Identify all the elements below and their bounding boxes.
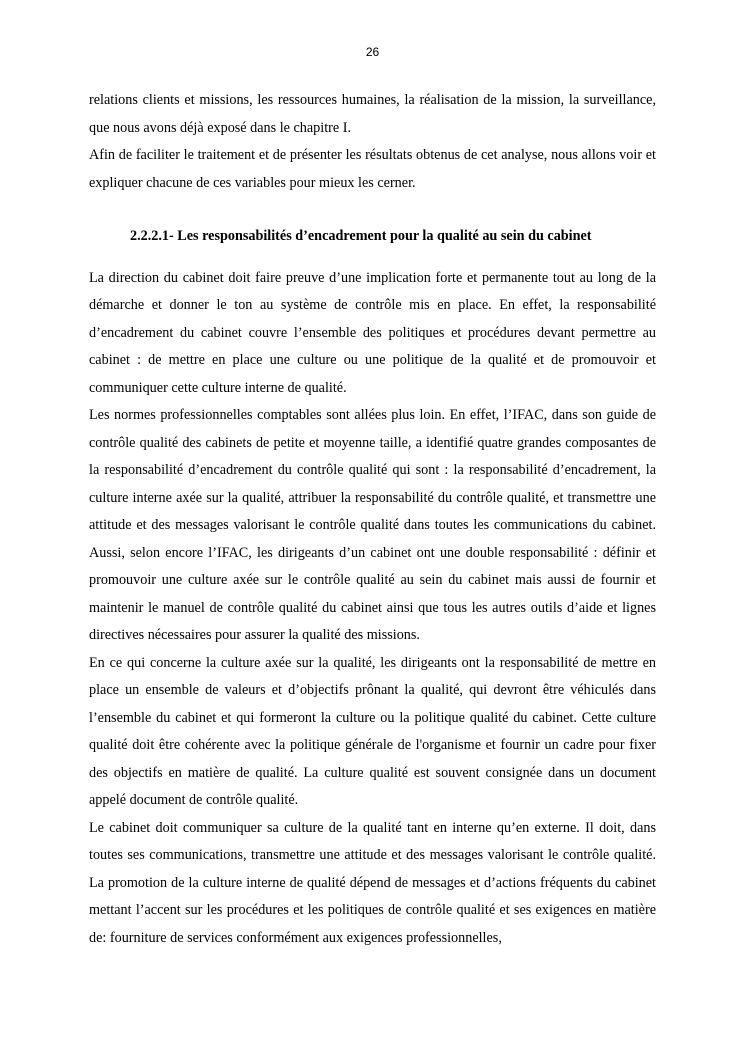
page-number: 26 [365,45,380,59]
page-content [89,87,656,952]
intro-block [89,87,656,197]
body-paragraph-2: Les normes professionnelles comptables sont allées plus loin. En effet, l’IFAC, dans son guide de contrôle qualité des cabinets de petite et moyenne taille, a identifié quatre grandes composantes de la responsabilité d’encadrement du contrôle qualité qui sont : la responsabilité d’encadrement, la culture interne axée sur la qualité, attribuer la responsabilité du contrôle qualité, et transmettre une attitude et des messages valorisant le contrôle qualité dans toutes les communications du cabinet. Aussi, selon encore l’IFAC, les dirigeants d’un cabinet ont une double responsabilité : définir et promouvoir une culture axée sur le contrôle qualité au sein du cabinet mais aussi de fournir et maintenir le manuel de contrôle qualité du cabinet ainsi que tous les autres outils d’aide et lignes directives nécessaires pour assurer la qualité des missions. [89,407,656,643]
body-paragraph-4: Le cabinet doit communiquer sa culture de la qualité tant en interne qu’en externe. Il doit, dans toutes ses communications, transmettre une attitude et des messages valorisant le contrôle qualité. La promotion de la culture interne de qualité dépend de messages et d’actions fréquents du cabinet mettant l’accent sur les procédures et les politiques de contrôle qualité et ses exigences en matière de: fourniture de services conformément aux exigences professionnelles, [89,819,656,946]
body-paragraph-1: La direction du cabinet doit faire preuve d’une implication forte et permanente tout au long de la démarche et donner le ton au système de contrôle mis en place. En effet, la responsabilité d’encadrement du cabinet couvre l’ensemble des politiques et procédures devant permettre au cabinet : de mettre en place une culture ou une politique de la qualité et de promouvoir et communiquer cette culture interne de qualité. [89,269,656,396]
section-body [89,265,656,953]
intro-paragraph-1: relations clients et missions, les ressources humaines, la réalisation de la mission, la surveillance, que nous avons déjà exposé dans le chapitre I. [89,92,656,136]
body-paragraph-3: En ce qui concerne la culture axée sur la qualité, les dirigeants ont la responsabilité de mettre en place un ensemble de valeurs et d’objectifs prônant la qualité, qui devront être véhiculés dans l’ensemble du cabinet et qui formeront la culture ou la politique qualité du cabinet. Cette culture qualité doit être cohérente avec la politique générale de l'organisme et fournir un cadre pour fixer des objectifs en matière de qualité. La culture qualité est souvent consignée dans un document appelé document de contrôle qualité. [89,654,656,808]
section-heading: 2.2.2.1- Les responsabilités d’encadrement pour la qualité au sein du cabinet [130,228,592,244]
intro-paragraph-2: Afin de faciliter le traitement et de présenter les résultats obtenus de cet analyse, nous allons voir et expliquer chacune de ces variables pour mieux les cerner. [89,147,656,191]
